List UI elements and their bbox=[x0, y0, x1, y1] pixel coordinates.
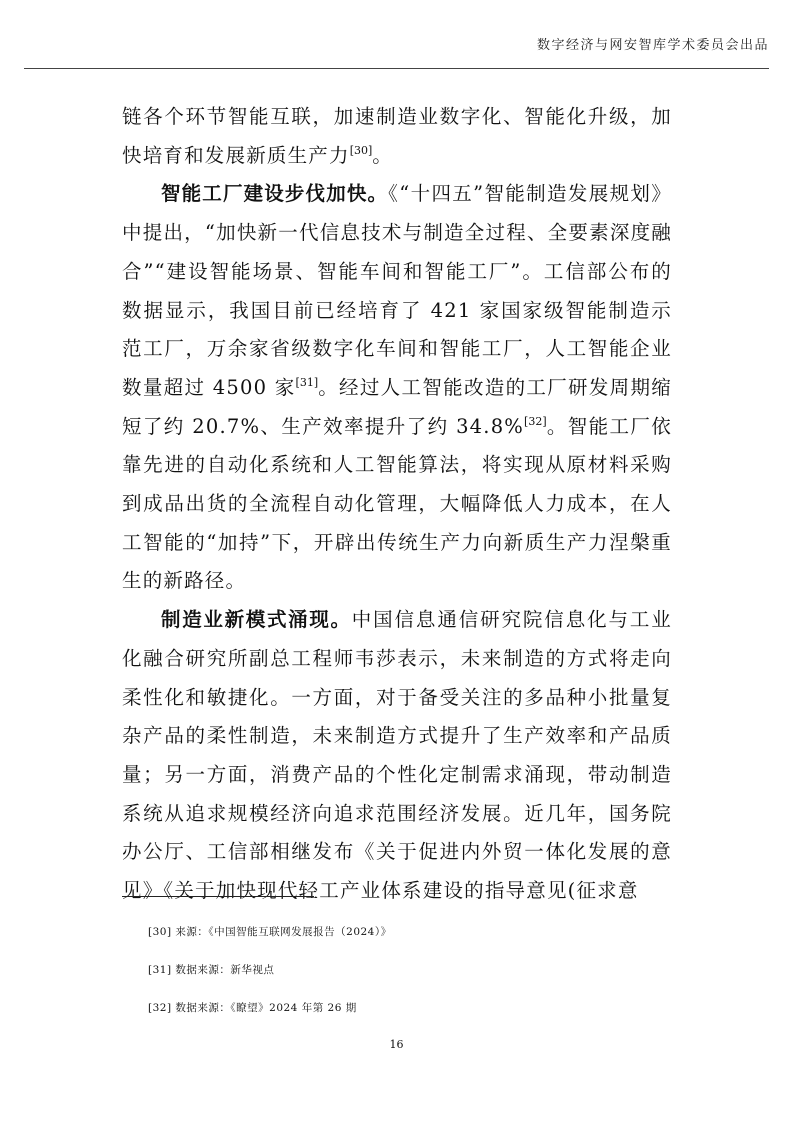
paragraph-2-lead: 智能工厂建设步伐加快。 bbox=[161, 182, 389, 206]
paragraph-2-text-a: 《“十四五”智能制造发展规划》中提出，“加快新一代信息技术与制造全过程、全要素深度融合”“建设智能场景、智能车间和智能工厂”。工信部公布的数据显示，我国目前已经培育了 421 家国家级智能制造示范工厂，万余家省级数字化车间和智能工厂，人工智能企业数量超过 4500 家 bbox=[122, 182, 672, 399]
paragraph-1-end: 。 bbox=[372, 143, 393, 167]
footnote-30: [30] 来源：《中国智能互联网发展报告（2024）》 bbox=[148, 926, 392, 938]
footnote-32: [32] 数据来源：《瞭望》2024 年第 26 期 bbox=[148, 1002, 357, 1014]
footnotes bbox=[148, 922, 392, 1036]
paragraph-2-text-b: 。经过人工智能改造的工厂研发周期缩短了约 20.7%、生产效率提升了约 34.8% bbox=[122, 375, 672, 438]
running-header: 数字经济与网安智库学术委员会出品 bbox=[536, 38, 769, 53]
paragraph-1-text: 链各个环节智能互联，加速制造业数字化、智能化升级，加快培育和发展新质生产力 bbox=[122, 105, 672, 167]
paragraph-3-text: 中国信息通信研究院信息化与工业化融合研究所副总工程师韦莎表示，未来制造的方式将走向柔性化和敏捷化。一方面，对于备受关注的多品种小批量复杂产品的柔性制造，未来制造方式提升了生产效率和产品质量；另一方面，消费产品的个性化定制需求涌现，带动制造系统从追求规模经济向追求范围经济发展。近几年，国务院办公厅、工信部相继发布《关于促进内外贸一体化发展的意见》《关于加快现代轻工产业体系建设的指导意见(征求意 bbox=[122, 608, 672, 903]
footnote-divider bbox=[122, 896, 314, 897]
paragraph-2 bbox=[122, 175, 672, 601]
paragraph-3-lead: 制造业新模式涌现。 bbox=[161, 608, 352, 632]
body-text bbox=[122, 98, 672, 911]
paragraph-1 bbox=[122, 98, 672, 175]
page-number: 16 bbox=[389, 1038, 404, 1051]
paragraph-3 bbox=[122, 601, 672, 911]
paragraph-2-text-c: 。智能工厂依靠先进的自动化系统和人工智能算法，将实现从原材料采购到成品出货的全流程自动化管理，大幅降低人力成本，在人工智能的“加持”下，开辟出传统生产力向新质生产力涅槃重生的新路径。 bbox=[122, 414, 672, 593]
footnote-31: [31] 数据来源：新华视点 bbox=[148, 964, 275, 976]
citation-31: [31] bbox=[295, 375, 319, 389]
header-divider bbox=[24, 68, 769, 69]
citation-32: [32] bbox=[524, 414, 547, 428]
citation-30: [30] bbox=[349, 143, 373, 157]
